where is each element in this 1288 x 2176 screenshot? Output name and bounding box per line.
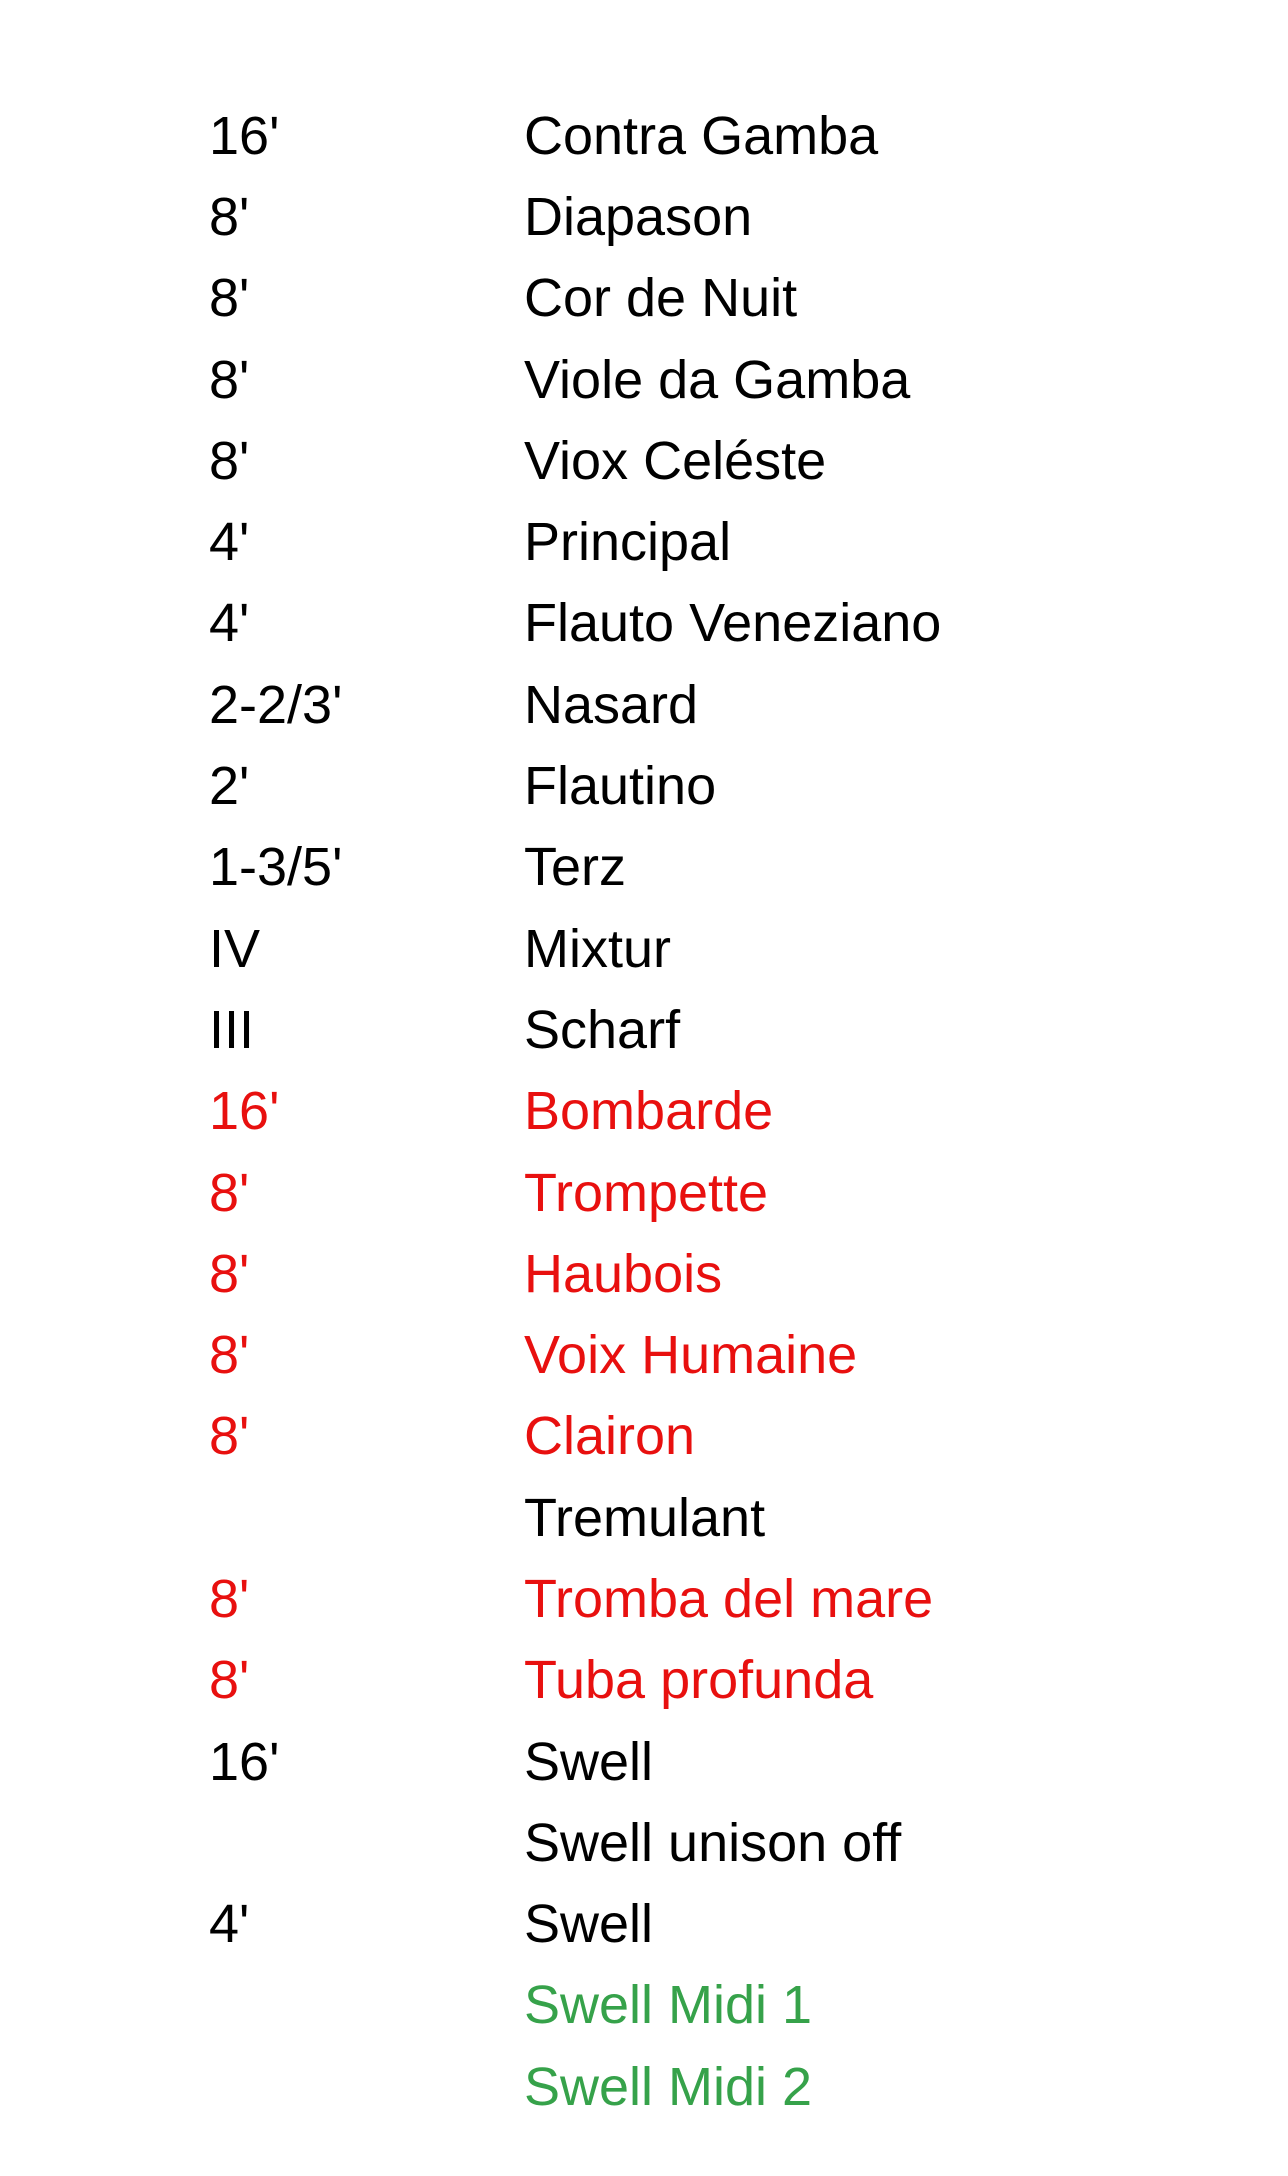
stop-pitch: 8' xyxy=(209,268,250,329)
stop-row xyxy=(209,339,1109,420)
stop-name: Swell xyxy=(524,1731,654,1792)
stop-pitch: 8' xyxy=(209,1325,250,1386)
stop-pitch: III xyxy=(209,999,255,1060)
stop-name: Scharf xyxy=(524,999,681,1060)
stop-name: Clairon xyxy=(524,1406,696,1467)
stop-row xyxy=(209,1802,1109,1883)
stop-pitch: IV xyxy=(209,918,261,979)
stop-row xyxy=(209,1314,1109,1395)
stop-row xyxy=(209,501,1109,582)
stop-pitch: 8' xyxy=(209,1568,250,1629)
stop-row xyxy=(209,583,1109,664)
stop-name: Swell unison off xyxy=(524,1812,902,1873)
stop-row xyxy=(209,908,1109,989)
stop-pitch: 2' xyxy=(209,756,250,817)
stop-name: Contra Gamba xyxy=(524,105,879,166)
stop-pitch: 16' xyxy=(209,105,280,166)
stop-list xyxy=(209,95,1109,2127)
stop-name: Trompette xyxy=(524,1162,769,1223)
stop-name: Viox Celéste xyxy=(524,430,827,491)
stop-name: Swell Midi 2 xyxy=(524,2056,813,2117)
stop-pitch: 8' xyxy=(209,1162,250,1223)
stop-pitch: 4' xyxy=(209,1894,250,1955)
stop-name: Terz xyxy=(524,837,627,898)
stop-pitch: 8' xyxy=(209,349,250,410)
stop-row xyxy=(209,1071,1109,1152)
stop-name: Flautino xyxy=(524,756,717,817)
stop-name: Swell Midi 1 xyxy=(524,1975,813,2036)
stop-row xyxy=(209,1152,1109,1233)
stop-row xyxy=(209,176,1109,257)
stop-pitch: 8' xyxy=(209,430,250,491)
stop-name: Mixtur xyxy=(524,918,671,979)
stop-row xyxy=(209,745,1109,826)
stop-name: Cor de Nuit xyxy=(524,268,798,329)
stop-name: Tuba profunda xyxy=(524,1650,874,1711)
stop-name: Haubois xyxy=(524,1243,723,1304)
stop-pitch: 8' xyxy=(209,186,250,247)
stop-name: Voix Humaine xyxy=(524,1325,858,1386)
stop-row xyxy=(209,1396,1109,1477)
stop-pitch: 16' xyxy=(209,1731,280,1792)
stop-name: Diapason xyxy=(524,186,753,247)
stop-row xyxy=(209,95,1109,176)
stop-pitch: 8' xyxy=(209,1243,250,1304)
stop-pitch: 1-3/5' xyxy=(209,837,343,898)
stop-row xyxy=(209,1477,1109,1558)
stop-name: Nasard xyxy=(524,674,699,735)
stop-name: Tremulant xyxy=(524,1487,766,1548)
stop-row xyxy=(209,2046,1109,2127)
stop-row xyxy=(209,1640,1109,1721)
stop-row xyxy=(209,989,1109,1070)
stop-row xyxy=(209,827,1109,908)
stop-row xyxy=(209,258,1109,339)
stop-name: Bombarde xyxy=(524,1081,774,1142)
stop-row xyxy=(209,664,1109,745)
stop-row xyxy=(209,1721,1109,1802)
stop-row xyxy=(209,1965,1109,2046)
stop-pitch: 16' xyxy=(209,1081,280,1142)
stop-name: Swell xyxy=(524,1894,654,1955)
stop-pitch: 2-2/3' xyxy=(209,674,343,735)
stop-name: Viole da Gamba xyxy=(524,349,911,410)
stop-pitch: 8' xyxy=(209,1650,250,1711)
stop-pitch: 8' xyxy=(209,1406,250,1467)
stop-row xyxy=(209,1233,1109,1314)
stop-name: Tromba del mare xyxy=(524,1568,934,1629)
stop-row xyxy=(209,1558,1109,1639)
stop-pitch: 4' xyxy=(209,512,250,573)
stop-name: Flauto Veneziano xyxy=(524,593,942,654)
stop-row xyxy=(209,1884,1109,1965)
stop-pitch: 4' xyxy=(209,593,250,654)
stop-name: Principal xyxy=(524,512,732,573)
stop-row xyxy=(209,420,1109,501)
